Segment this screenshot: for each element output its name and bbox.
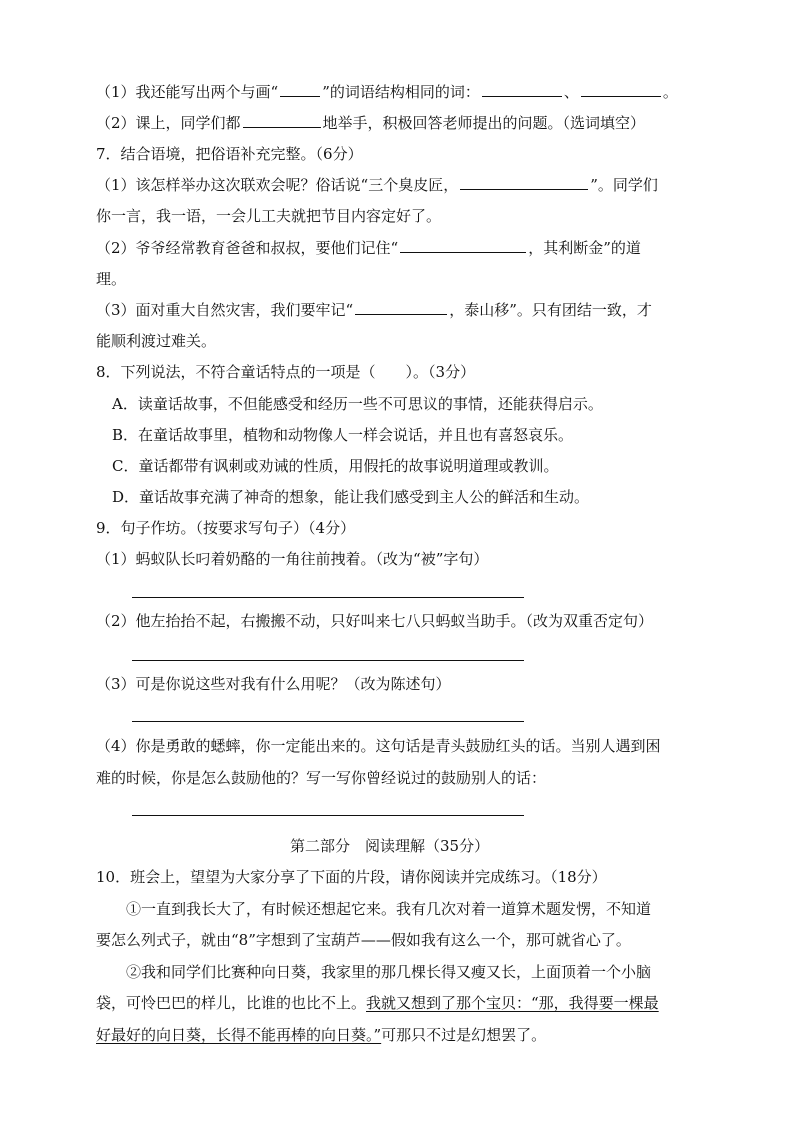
q8-option-c[interactable]: C．童话都带有讽刺或劝诫的性质，用假托的故事说明道理或教训。 xyxy=(112,457,559,475)
q7-sub2-cont: 理。 xyxy=(96,270,127,288)
q7-sub1: （1）该怎样举办这次联欢会呢？俗话说“三个臭皮匠， ”。同学们 xyxy=(96,176,658,194)
answer-blank[interactable] xyxy=(280,82,320,97)
q7-sub1-cont: 你一言，我一语，一会儿工夫就把节目内容定好了。 xyxy=(96,207,442,225)
answer-blank[interactable] xyxy=(355,300,447,315)
q8-title: 8．下列说法，不符合童话特点的一项是（ ）。（3分） xyxy=(96,363,476,381)
section-heading: 第二部分 阅读理解（35分） xyxy=(290,837,490,855)
q8-option-d[interactable]: D．童话故事充满了神奇的想象，能让我们感受到主人公的鲜活和生动。 xyxy=(112,488,590,506)
passage-p2-line2: 袋，可怜巴巴的样儿，比谁的也比不上。我就又想到了那个宝贝：“那，我得要一棵最 xyxy=(96,994,659,1012)
underlined-sentence: 好最好的向日葵，长得不能再棒的向日葵。” xyxy=(96,1026,382,1044)
answer-line[interactable] xyxy=(132,815,524,816)
answer-blank[interactable] xyxy=(400,238,526,253)
q10-title: 10．班会上，望望为大家分享了下面的片段，请你阅读并完成练习。（18分） xyxy=(96,868,607,886)
q9-sub3: （3）可是你说这些对我有什么用呢？（改为陈述句） xyxy=(96,675,451,693)
q7-sub3-cont: 能顺利渡过难关。 xyxy=(96,332,217,350)
underlined-sentence: 我就又想到了那个宝贝：“那，我得要一棵最 xyxy=(366,994,659,1012)
q7-sub3: （3）面对重大自然灾害，我们要牢记“ ，泰山移”。只有团结一致，才 xyxy=(96,301,652,319)
q9-title: 9．句子作坊。（按要求写句子）（4分） xyxy=(96,519,356,537)
passage-p1-line2: 要怎么列式子，就由“8”字想到了宝葫芦——假如我有这么一个，那可就省心了。 xyxy=(96,931,631,949)
q6-sub2: （2）课上，同学们都 地举手，积极回答老师提出的问题。（选词填空） xyxy=(96,114,646,132)
passage-p2-line3: 好最好的向日葵，长得不能再棒的向日葵。”可那只不过是幻想罢了。 xyxy=(96,1026,547,1044)
answer-line[interactable] xyxy=(132,597,524,598)
q7-title: 7．结合语境，把俗语补充完整。（6分） xyxy=(96,145,363,163)
q7-sub2: （2）爷爷经常教育爸爸和叔叔，要他们记住“ ，其利断金”的道 xyxy=(96,239,641,257)
answer-blank[interactable] xyxy=(482,82,562,97)
answer-blank[interactable] xyxy=(581,82,661,97)
q6-sub1: （1）我还能写出两个与画“ ”的词语结构相同的词： 、 。 xyxy=(96,83,678,101)
answer-blank[interactable] xyxy=(460,175,588,190)
passage-p1-line1: ①一直到我长大了，有时候还想起它来。我有几次对着一道算术题发愣，不知道 xyxy=(126,900,652,918)
passage-p2-line1: ②我和同学们比赛种向日葵，我家里的那几棵长得又瘦又长，上面顶着一个小脑 xyxy=(126,963,652,981)
q9-sub4-cont: 难的时候，你是怎么鼓励他的？写一写你曾经说过的鼓励别人的话： xyxy=(96,769,547,787)
q9-sub1: （1）蚂蚁队长叼着奶酪的一角往前拽着。（改为“被”字句） xyxy=(96,550,489,568)
q8-option-b[interactable]: B．在童话故事里，植物和动物像人一样会说话，并且也有喜怒哀乐。 xyxy=(112,426,574,444)
q8-option-a[interactable]: A．读童话故事，不但能感受和经历一些不可思议的事情，还能获得启示。 xyxy=(112,395,603,413)
answer-line[interactable] xyxy=(132,721,524,722)
answer-line[interactable] xyxy=(132,660,524,661)
q9-sub4: （4）你是勇敢的蟋蟀，你一定能出来的。这句话是青头鼓励红头的话。当别人遇到困 xyxy=(96,737,661,755)
answer-blank[interactable] xyxy=(243,113,321,128)
q9-sub2: （2）他左抬抬不起，右搬搬不动，只好叫来七八只蚂蚁当助手。（改为双重否定句） xyxy=(96,612,654,630)
